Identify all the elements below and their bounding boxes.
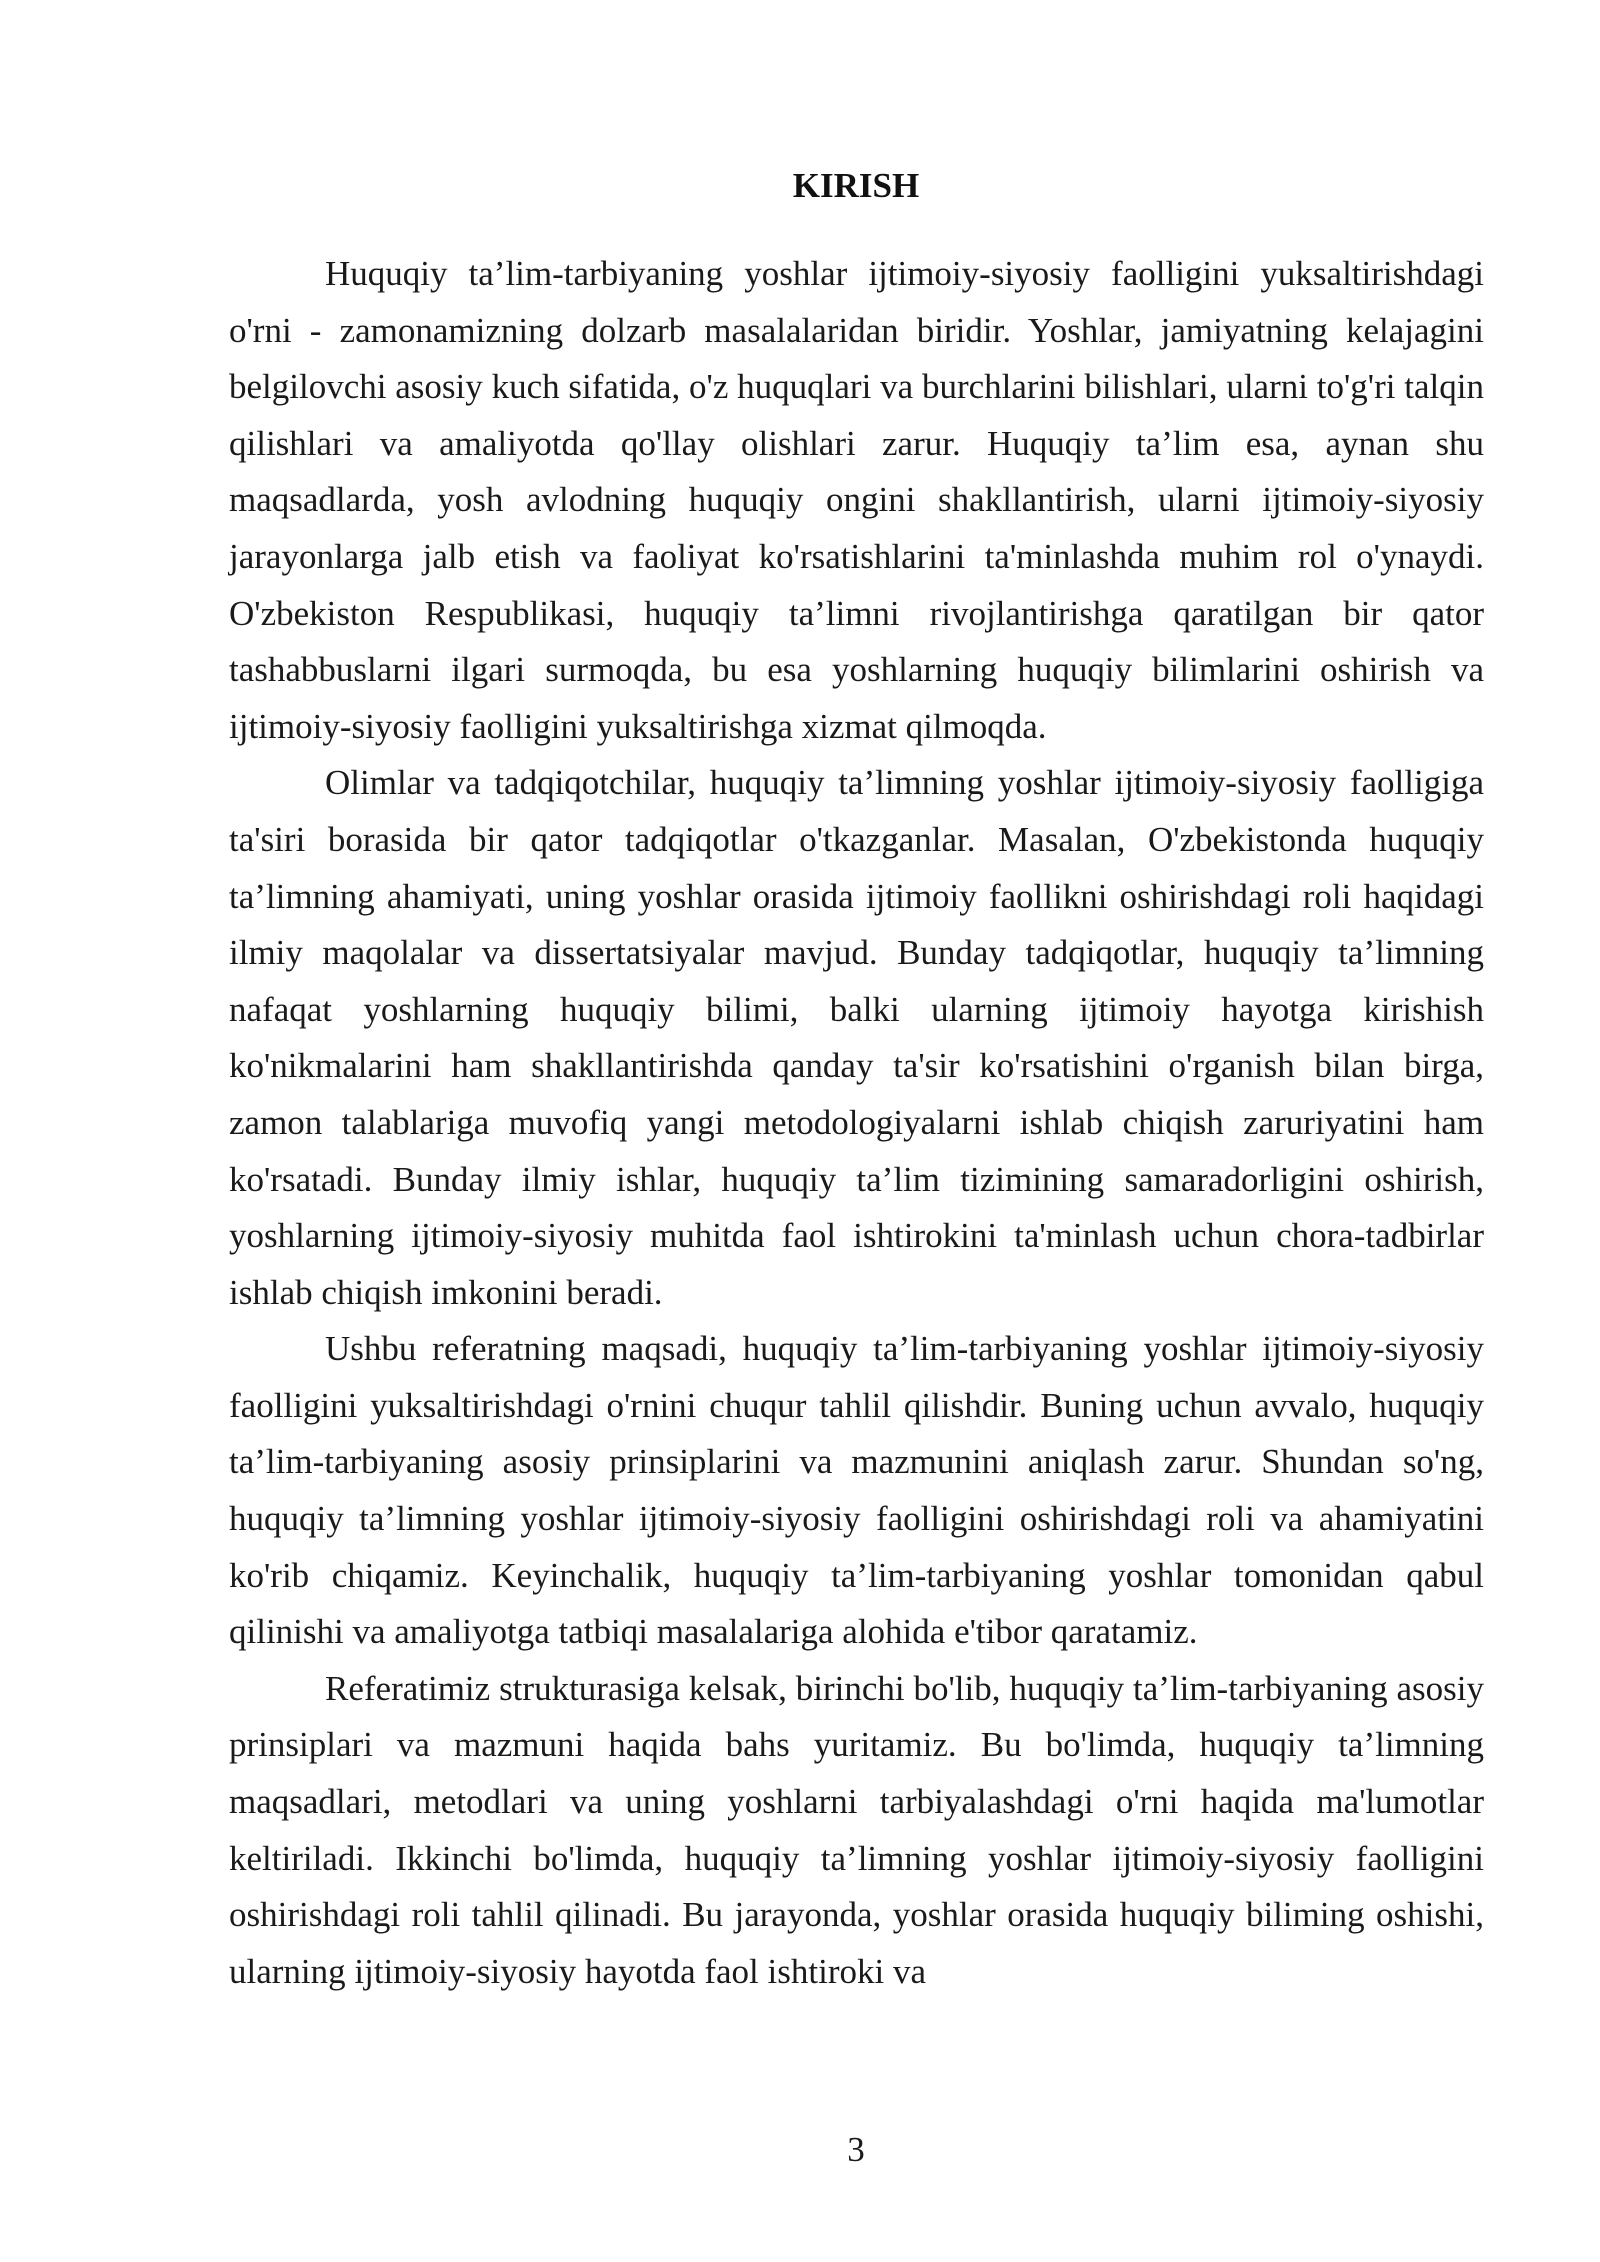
paragraph-2: Olimlar va tadqiqotchilar, huquqiy ta’limning yoshlar ijtimoiy-siyosiy faolligiga ta'siri borasida bir qator tadqiqotlar o'tkazganlar. Masalan, O'zbekistonda huquqiy ta’limning ahamiyati, uning yoshlar orasida ijtimoiy faollikni oshirishdagi roli haqidagi ilmiy maqolalar va dissertatsiyalar mavjud. Bunday tadqiqotlar, huquqiy ta’limning nafaqat yoshlarning huquqiy bilimi, balki ularning ijtimoiy hayotga kirishish ko'nikmalarini ham shakllantirishda qanday ta'sir ko'rsatishini o'rganish bilan birga, zamon talablariga muvofiq yangi metodologiyalarni ishlab chiqish zaruriyatini ham ko'rsatadi. Bunday ilmiy ishlar, huquqiy ta’lim tizimining samaradorligini oshirish, yoshlarning ijtimoiy-siyosiy muhitda faol ishtirokini ta'minlash uchun chora-tadbirlar ishlab chiqish imkonini beradi.	[229, 763, 1484, 1312]
section-title: KIRISH	[792, 166, 920, 205]
paragraph-3: Ushbu referatning maqsadi, huquqiy ta’lim-tarbiyaning yoshlar ijtimoiy-siyosiy faolligini yuksaltirishdagi o'rnini chuqur tahlil qilishdir. Buning uchun avvalo, huquqiy ta’lim-tarbiyaning asosiy prinsiplarini va mazmunini aniqlash zarur. Shundan so'ng, huquqiy ta’limning yoshlar ijtimoiy-siyosiy faolligini oshirishdagi roli va ahamiyatini ko'rib chiqamiz. Keyinchalik, huquqiy ta’lim-tarbiyaning yoshlar tomonidan qabul qilinishi va amaliyotga tatbiqi masalalariga alohida e'tibor qaratamiz.	[229, 1329, 1484, 1652]
page-number: 3	[847, 2130, 865, 2169]
paragraph-4: Referatimiz strukturasiga kelsak, birinchi bo'lib, huquqiy ta’lim-tarbiyaning asosiy prinsiplari va mazmuni haqida bahs yuritamiz. Bu bo'limda, huquqiy ta’limning maqsadlari, metodlari va uning yoshlarni tarbiyalashdagi o'rni haqida ma'lumotlar keltiriladi. Ikkinchi bo'limda, huquqiy ta’limning yoshlar ijtimoiy-siyosiy faolligini oshirishdagi roli tahlil qilinadi. Bu jarayonda, yoshlar orasida huquqiy biliming oshishi, ularning ijtimoiy-siyosiy hayotda faol ishtiroki va	[229, 1668, 1484, 1991]
body-text	[229, 246, 1484, 2000]
paragraph-1: Huquqiy ta’lim-tarbiyaning yoshlar ijtimoiy-siyosiy faolligini yuksaltirishdagi o'rni - zamonamizning dolzarb masalalaridan biridir. Yoshlar, jamiyatning kelajagini belgilovchi asosiy kuch sifatida, o'z huquqlari va burchlarini bilishlari, ularni to'g'ri talqin qilishlari va amaliyotda qo'llay olishlari zarur. Huquqiy ta’lim esa, aynan shu maqsadlarda, yosh avlodning huquqiy ongini shakllantirish, ularni ijtimoiy-siyosiy jarayonlarga jalb etish va faoliyat ko'rsatishlarini ta'minlashda muhim rol o'ynaydi. O'zbekiston Respublikasi, huquqiy ta’limni rivojlantirishga qaratilgan bir qator tashabbuslarni ilgari surmoqda, bu esa yoshlarning huquqiy bilimlarini oshirish va ijtimoiy-siyosiy faolligini yuksaltirishga xizmat qilmoqda.	[229, 254, 1484, 746]
